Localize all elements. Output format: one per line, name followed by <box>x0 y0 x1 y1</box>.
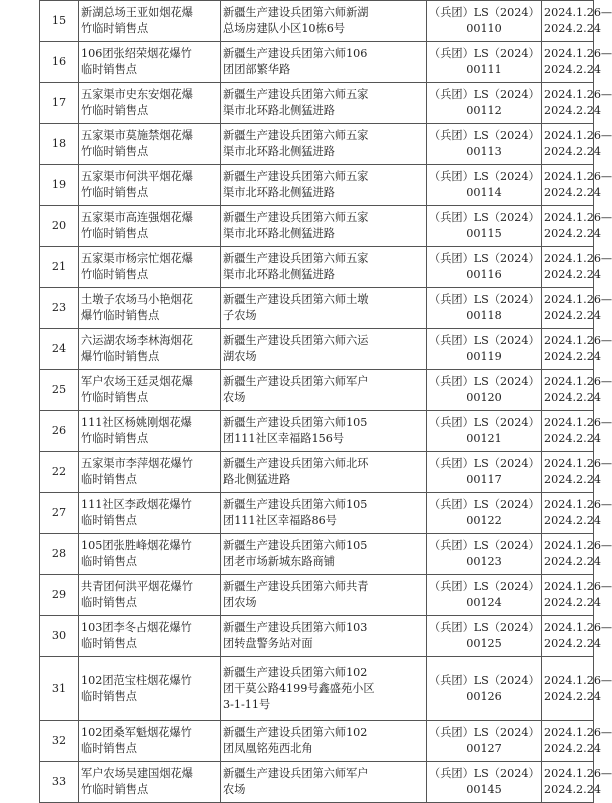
cell-text-line: 农场 <box>223 783 246 796</box>
row-number-cell <box>40 762 79 803</box>
row-number-cell <box>40 329 79 370</box>
cell-text-line: 2024.1.26— <box>544 88 612 101</box>
cell-text-line: 2024.1.26— <box>544 334 612 347</box>
address-cell <box>221 329 427 370</box>
permit-table <box>39 0 612 803</box>
table-row <box>40 206 594 247</box>
cell-text-line: 00114 <box>466 186 502 199</box>
license-number-cell <box>427 329 542 370</box>
table-row <box>40 575 594 616</box>
table-row <box>40 329 594 370</box>
cell-text-line: 2024.2.24 <box>544 783 601 796</box>
cell-text-line: 新疆生产建设兵团第六师共青 <box>223 580 369 593</box>
validity-period-cell <box>542 42 612 83</box>
license-number-cell <box>427 124 542 165</box>
cell-text-line: 2024.2.24 <box>544 268 601 281</box>
sales-point-name-cell <box>79 370 221 411</box>
cell-text-line: 2024.2.24 <box>544 391 601 404</box>
cell-text-line: 军户农场王廷灵烟花爆 <box>81 375 193 388</box>
cell-text: 19 <box>51 178 67 191</box>
cell-text: 18 <box>51 137 67 150</box>
cell-text-line: 2024.2.24 <box>544 514 601 527</box>
cell-text-line: （兵团）LS（2024） <box>429 416 540 429</box>
cell-text-line: 新疆生产建设兵团第六师五家 <box>223 88 369 101</box>
license-number-cell <box>427 42 542 83</box>
cell-text-line: 新疆生产建设兵团第六师103 <box>223 621 368 634</box>
cell-text-line: 2024.2.24 <box>544 350 601 363</box>
cell-text-line: 新疆生产建设兵团第六师105 <box>223 416 368 429</box>
cell-text-line: 竹临时销售点 <box>81 145 149 158</box>
cell-text: 31 <box>51 681 67 695</box>
cell-text-line: 2024.1.26— <box>544 129 612 142</box>
validity-period-cell <box>542 575 612 616</box>
validity-period-cell <box>542 124 612 165</box>
license-number-cell <box>427 657 542 721</box>
cell-text-line: 2024.2.24 <box>544 227 601 240</box>
address-cell <box>221 165 427 206</box>
permit-table-body <box>40 1 612 803</box>
cell-text-line: 竹临时销售点 <box>81 22 149 35</box>
sales-point-name-cell <box>79 42 221 83</box>
table-row <box>40 1 594 42</box>
cell-text-line: （兵团）LS（2024） <box>429 673 540 687</box>
license-number-cell <box>427 575 542 616</box>
table-row <box>40 534 594 575</box>
address-cell <box>221 657 427 721</box>
cell-text-line: 00126 <box>466 689 502 703</box>
cell-text-line: 临时销售点 <box>81 637 137 650</box>
cell-text-line: （兵团）LS（2024） <box>429 539 540 552</box>
cell-text: 33 <box>51 775 67 788</box>
cell-text-line: 00124 <box>466 596 502 609</box>
cell-text-line: 临时销售点 <box>81 473 137 486</box>
validity-period-cell <box>542 165 612 206</box>
cell-text-line: （兵团）LS（2024） <box>429 621 540 634</box>
cell-text-line: 路北侧猛进路 <box>223 473 291 486</box>
cell-text: 24 <box>51 342 67 355</box>
cell-text-line: 渠市北环路北侧猛进路 <box>223 186 335 199</box>
cell-text-line: 2024.2.24 <box>544 145 601 158</box>
address-cell <box>221 247 427 288</box>
cell-text-line: 临时销售点 <box>81 689 137 703</box>
sales-point-name-cell <box>79 411 221 452</box>
cell-text-line: 团农场 <box>223 596 257 609</box>
cell-text-line: 新疆生产建设兵团第六师新湖 <box>223 6 369 19</box>
cell-text-line: 子农场 <box>223 309 257 322</box>
row-number-cell <box>40 616 79 657</box>
cell-text-line: 2024.1.26— <box>544 416 612 429</box>
cell-text-line: 五家渠市史东安烟花爆 <box>81 88 193 101</box>
validity-period-cell <box>542 411 612 452</box>
cell-text-line: 2024.2.24 <box>544 689 601 703</box>
table-row <box>40 124 594 165</box>
cell-text-line: 2024.2.24 <box>544 432 601 445</box>
row-number-cell <box>40 288 79 329</box>
license-number-cell <box>427 165 542 206</box>
table-row <box>40 762 594 803</box>
validity-period-cell <box>542 534 612 575</box>
cell-text-line: 00122 <box>466 514 502 527</box>
cell-text-line: 新疆生产建设兵团第六师102 <box>223 726 368 739</box>
address-cell <box>221 42 427 83</box>
cell-text-line: 五家渠市莫施禁烟花爆 <box>81 129 193 142</box>
table-row <box>40 370 594 411</box>
license-number-cell <box>427 83 542 124</box>
address-cell <box>221 616 427 657</box>
cell-text-line: 五家渠市李萍烟花爆竹 <box>81 457 193 470</box>
cell-text-line: 团111社区幸福路156号 <box>223 432 345 445</box>
validity-period-cell <box>542 616 612 657</box>
license-number-cell <box>427 247 542 288</box>
table-row <box>40 657 594 721</box>
cell-text-line: 临时销售点 <box>81 742 137 755</box>
address-cell <box>221 206 427 247</box>
cell-text-line: 爆竹临时销售点 <box>81 309 160 322</box>
cell-text-line: 新疆生产建设兵团第六师106 <box>223 47 368 60</box>
cell-text-line: 2024.2.24 <box>544 22 601 35</box>
cell-text-line: 00145 <box>466 783 502 796</box>
cell-text-line: 00112 <box>466 104 502 117</box>
validity-period-cell <box>542 83 612 124</box>
cell-text-line: 团老市场新城东路商铺 <box>223 555 335 568</box>
license-number-cell <box>427 452 542 493</box>
sales-point-name-cell <box>79 83 221 124</box>
cell-text-line: 2024.2.24 <box>544 473 601 486</box>
license-number-cell <box>427 370 542 411</box>
address-cell <box>221 762 427 803</box>
table-row <box>40 165 594 206</box>
sales-point-name-cell <box>79 762 221 803</box>
address-cell <box>221 124 427 165</box>
row-number-cell <box>40 657 79 721</box>
row-number-cell <box>40 247 79 288</box>
cell-text-line: 00119 <box>466 350 502 363</box>
cell-text-line: 团凤凰铭苑西北角 <box>223 742 313 755</box>
address-cell <box>221 370 427 411</box>
cell-text-line: 3-1-11号 <box>223 697 271 711</box>
cell-text-line: （兵团）LS（2024） <box>429 211 540 224</box>
cell-text-line: 00111 <box>466 63 502 76</box>
row-number-cell <box>40 1 79 42</box>
cell-text-line: 竹临时销售点 <box>81 227 149 240</box>
sales-point-name-cell <box>79 493 221 534</box>
cell-text-line: 2024.1.26— <box>544 6 612 19</box>
sales-point-name-cell <box>79 616 221 657</box>
address-cell <box>221 575 427 616</box>
cell-text-line: 2024.2.24 <box>544 186 601 199</box>
cell-text-line: 2024.1.26— <box>544 621 612 634</box>
cell-text-line: 竹临时销售点 <box>81 783 149 796</box>
sales-point-name-cell <box>79 1 221 42</box>
cell-text-line: （兵团）LS（2024） <box>429 726 540 739</box>
cell-text-line: 00113 <box>466 145 502 158</box>
cell-text-line: 00116 <box>466 268 502 281</box>
cell-text-line: 新疆生产建设兵团第六师105 <box>223 539 368 552</box>
cell-text-line: 2024.2.24 <box>544 104 601 117</box>
sales-point-name-cell <box>79 124 221 165</box>
cell-text-line: （兵团）LS（2024） <box>429 498 540 511</box>
validity-period-cell <box>542 329 612 370</box>
cell-text: 32 <box>51 734 67 747</box>
validity-period-cell <box>542 1 612 42</box>
license-number-cell <box>427 493 542 534</box>
cell-text-line: 新疆生产建设兵团第六师五家 <box>223 211 369 224</box>
cell-text-line: 渠市北环路北侧猛进路 <box>223 104 335 117</box>
cell-text-line: 00110 <box>466 22 502 35</box>
cell-text-line: 临时销售点 <box>81 63 137 76</box>
cell-text-line: 2024.1.26— <box>544 211 612 224</box>
cell-text-line: 新疆生产建设兵团第六师土墩 <box>223 293 369 306</box>
cell-text-line: 渠市北环路北侧猛进路 <box>223 227 335 240</box>
cell-text-line: （兵团）LS（2024） <box>429 47 540 60</box>
sales-point-name-cell <box>79 534 221 575</box>
cell-text-line: 105团张胜峰烟花爆竹 <box>81 539 192 552</box>
cell-text-line: 五家渠市何洪平烟花爆 <box>81 170 193 183</box>
table-row <box>40 42 594 83</box>
row-number-cell <box>40 721 79 762</box>
sales-point-name-cell <box>79 575 221 616</box>
validity-period-cell <box>542 206 612 247</box>
cell-text-line: 2024.1.26— <box>544 293 612 306</box>
cell-text: 20 <box>51 219 67 232</box>
license-number-cell <box>427 206 542 247</box>
validity-period-cell <box>542 247 612 288</box>
cell-text-line: 2024.1.26— <box>544 375 612 388</box>
table-row <box>40 83 594 124</box>
cell-text: 16 <box>51 55 67 68</box>
cell-text: 23 <box>51 301 67 314</box>
cell-text-line: 2024.1.26— <box>544 498 612 511</box>
cell-text: 26 <box>51 424 67 437</box>
cell-text-line: 湖农场 <box>223 350 257 363</box>
license-number-cell <box>427 762 542 803</box>
cell-text-line: 渠市北环路北侧猛进路 <box>223 145 335 158</box>
cell-text-line: 渠市北环路北侧猛进路 <box>223 268 335 281</box>
row-number-cell <box>40 42 79 83</box>
address-cell <box>221 452 427 493</box>
sales-point-name-cell <box>79 329 221 370</box>
address-cell <box>221 288 427 329</box>
license-number-cell <box>427 1 542 42</box>
cell-text-line: 团干莫公路4199号鑫盛苑小区 <box>223 681 375 695</box>
address-cell <box>221 1 427 42</box>
cell-text-line: 新疆生产建设兵团第六师北环 <box>223 457 369 470</box>
cell-text-line: 临时销售点 <box>81 555 137 568</box>
cell-text-line: 2024.1.26— <box>544 673 612 687</box>
cell-text-line: 竹临时销售点 <box>81 391 149 404</box>
cell-text-line: 111社区杨姚刚烟花爆 <box>81 416 192 429</box>
cell-text-line: 2024.1.26— <box>544 47 612 60</box>
table-row <box>40 411 594 452</box>
cell-text-line: 临时销售点 <box>81 596 137 609</box>
cell-text: 17 <box>51 96 67 109</box>
sales-point-name-cell <box>79 657 221 721</box>
license-number-cell <box>427 721 542 762</box>
cell-text-line: 团111社区幸福路86号 <box>223 514 337 527</box>
address-cell <box>221 721 427 762</box>
cell-text-line: 新疆生产建设兵团第六师六运 <box>223 334 369 347</box>
table-row <box>40 288 594 329</box>
cell-text-line: 竹临时销售点 <box>81 268 149 281</box>
cell-text-line: 2024.1.26— <box>544 726 612 739</box>
license-number-cell <box>427 534 542 575</box>
cell-text-line: 竹临时销售点 <box>81 104 149 117</box>
table-row <box>40 721 594 762</box>
cell-text-line: 00121 <box>466 432 502 445</box>
cell-text: 22 <box>51 465 67 478</box>
cell-text-line: 103团李冬占烟花爆竹 <box>81 621 192 634</box>
cell-text-line: （兵团）LS（2024） <box>429 375 540 388</box>
cell-text-line: 团团部繁华路 <box>223 63 291 76</box>
cell-text: 21 <box>51 260 67 273</box>
cell-text-line: 竹临时销售点 <box>81 186 149 199</box>
cell-text-line: 共青团何洪平烟花爆竹 <box>81 580 193 593</box>
cell-text-line: 土墩子农场马小艳烟花 <box>81 293 193 306</box>
cell-text: 25 <box>51 383 67 396</box>
cell-text-line: 2024.1.26— <box>544 767 612 780</box>
cell-text-line: 团转盘警务站对面 <box>223 637 313 650</box>
address-cell <box>221 493 427 534</box>
row-number-cell <box>40 124 79 165</box>
address-cell <box>221 83 427 124</box>
row-number-cell <box>40 452 79 493</box>
validity-period-cell <box>542 452 612 493</box>
table-row <box>40 493 594 534</box>
cell-text-line: 新疆生产建设兵团第六师五家 <box>223 170 369 183</box>
cell-text-line: 2024.1.26— <box>544 539 612 552</box>
row-number-cell <box>40 165 79 206</box>
license-number-cell <box>427 411 542 452</box>
cell-text-line: 六运湖农场李林海烟花 <box>81 334 193 347</box>
cell-text-line: （兵团）LS（2024） <box>429 580 540 593</box>
cell-text-line: （兵团）LS（2024） <box>429 88 540 101</box>
cell-text-line: 2024.2.24 <box>544 63 601 76</box>
cell-text-line: 新疆生产建设兵团第六师军户 <box>223 375 369 388</box>
cell-text-line: （兵团）LS（2024） <box>429 170 540 183</box>
cell-text-line: 102团范宝柱烟花爆竹 <box>81 673 192 687</box>
cell-text-line: （兵团）LS（2024） <box>429 457 540 470</box>
cell-text: 30 <box>51 629 67 642</box>
cell-text: 27 <box>51 506 67 519</box>
cell-text-line: 2024.2.24 <box>544 309 601 322</box>
sales-point-name-cell <box>79 206 221 247</box>
table-row <box>40 616 594 657</box>
cell-text-line: 农场 <box>223 391 246 404</box>
license-number-cell <box>427 288 542 329</box>
address-cell <box>221 534 427 575</box>
validity-period-cell <box>542 288 612 329</box>
row-number-cell <box>40 206 79 247</box>
row-number-cell <box>40 534 79 575</box>
validity-period-cell <box>542 370 612 411</box>
cell-text-line: 2024.1.26— <box>544 170 612 183</box>
cell-text-line: 2024.1.26— <box>544 457 612 470</box>
cell-text-line: 五家渠市杨宗忙烟花爆 <box>81 252 193 265</box>
validity-period-cell <box>542 657 612 721</box>
table-row <box>40 247 594 288</box>
row-number-cell <box>40 83 79 124</box>
cell-text-line: 2024.1.26— <box>544 252 612 265</box>
address-cell <box>221 411 427 452</box>
cell-text-line: 总场房建队小区10栋6号 <box>223 22 346 35</box>
row-number-cell <box>40 411 79 452</box>
cell-text-line: 2024.2.24 <box>544 637 601 650</box>
cell-text-line: 2024.1.26— <box>544 580 612 593</box>
cell-text-line: （兵团）LS（2024） <box>429 293 540 306</box>
cell-text-line: 00115 <box>466 227 502 240</box>
sales-point-name-cell <box>79 165 221 206</box>
cell-text-line: 2024.2.24 <box>544 596 601 609</box>
cell-text-line: 2024.2.24 <box>544 742 601 755</box>
cell-text-line: 00127 <box>466 742 502 755</box>
cell-text-line: 新湖总场王亚如烟花爆 <box>81 6 193 19</box>
validity-period-cell <box>542 493 612 534</box>
cell-text-line: 00120 <box>466 391 502 404</box>
cell-text-line: 新疆生产建设兵团第六师102 <box>223 665 368 679</box>
cell-text-line: 102团桑军魁烟花爆竹 <box>81 726 192 739</box>
cell-text-line: （兵团）LS（2024） <box>429 129 540 142</box>
cell-text-line: （兵团）LS（2024） <box>429 767 540 780</box>
row-number-cell <box>40 575 79 616</box>
sales-point-name-cell <box>79 721 221 762</box>
validity-period-cell <box>542 762 612 803</box>
cell-text: 28 <box>51 547 67 560</box>
cell-text-line: （兵团）LS（2024） <box>429 334 540 347</box>
cell-text-line: 临时销售点 <box>81 514 137 527</box>
table-row <box>40 452 594 493</box>
cell-text-line: 00125 <box>466 637 502 650</box>
row-number-cell <box>40 370 79 411</box>
cell-text-line: 五家渠市高连强烟花爆 <box>81 211 193 224</box>
cell-text-line: （兵团）LS（2024） <box>429 252 540 265</box>
cell-text: 29 <box>51 588 67 601</box>
sales-point-name-cell <box>79 288 221 329</box>
cell-text-line: （兵团）LS（2024） <box>429 6 540 19</box>
cell-text-line: 军户农场吴建国烟花爆 <box>81 767 193 780</box>
license-number-cell <box>427 616 542 657</box>
cell-text-line: 00123 <box>466 555 502 568</box>
cell-text-line: 2024.2.24 <box>544 555 601 568</box>
cell-text-line: 新疆生产建设兵团第六师五家 <box>223 252 369 265</box>
cell-text-line: 竹临时销售点 <box>81 432 149 445</box>
cell-text-line: 00117 <box>466 473 502 486</box>
validity-period-cell <box>542 721 612 762</box>
row-number-cell <box>40 493 79 534</box>
cell-text-line: 111社区李政烟花爆竹 <box>81 498 192 511</box>
cell-text-line: 爆竹临时销售点 <box>81 350 160 363</box>
cell-text-line: 新疆生产建设兵团第六师五家 <box>223 129 369 142</box>
sales-point-name-cell <box>79 452 221 493</box>
cell-text: 15 <box>51 14 67 27</box>
cell-text-line: 00118 <box>466 309 502 322</box>
sales-point-name-cell <box>79 247 221 288</box>
cell-text-line: 新疆生产建设兵团第六师105 <box>223 498 368 511</box>
cell-text-line: 新疆生产建设兵团第六师军户 <box>223 767 369 780</box>
cell-text-line: 106团张绍荣烟花爆竹 <box>81 47 192 60</box>
